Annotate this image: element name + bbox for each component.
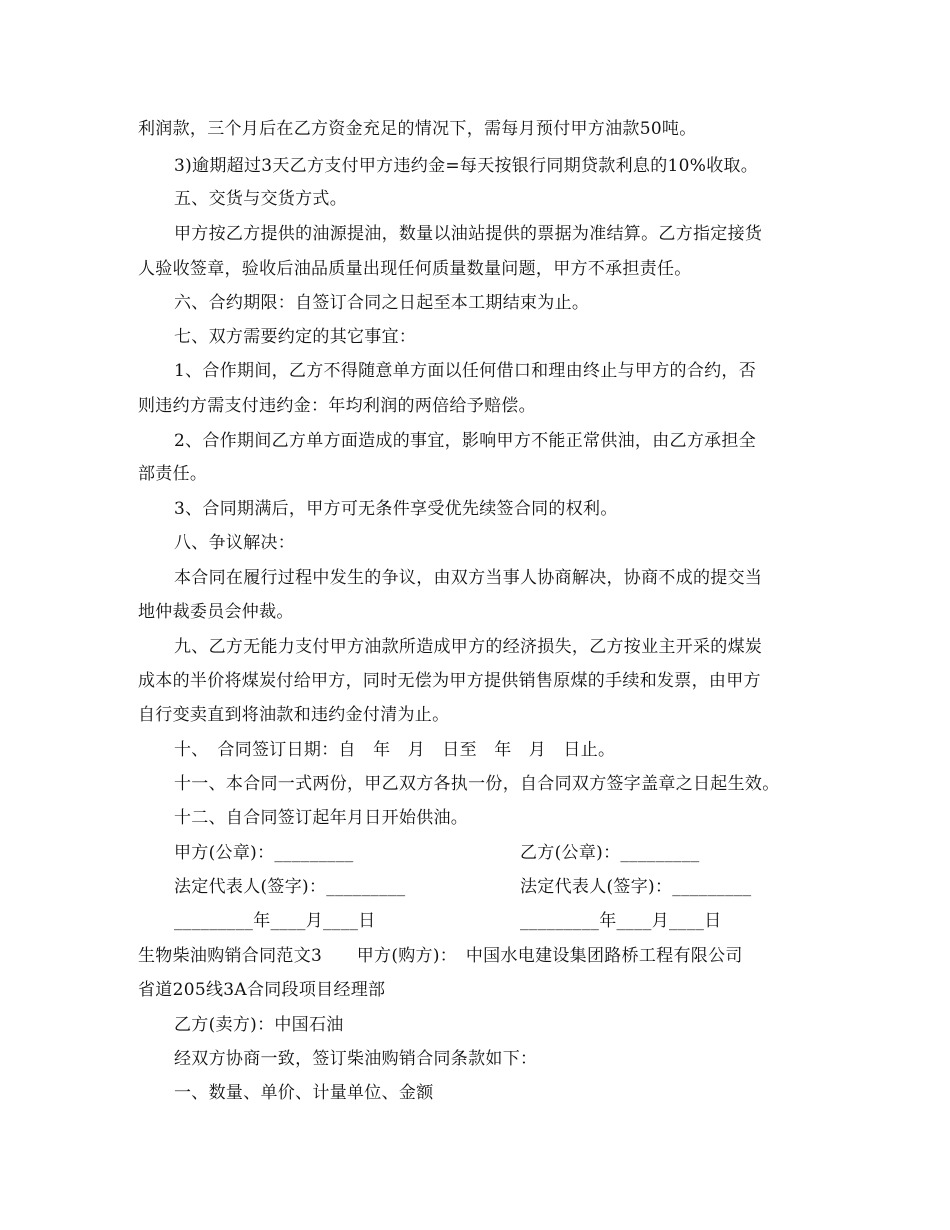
party-b-representative-line: 法定代表人(签字)：_________ [520,877,752,897]
paragraph-line: 1、合作期间，乙方不得随意单方面以任何借口和理由终止与甲方的合约，否 [174,361,757,381]
paragraph-line: 十、 合同签订日期：自 年 月 日至 年 月 日止。 [174,740,616,760]
paragraph-line: 十二、自合同签订起年月日开始供油。 [174,808,469,828]
paragraph-line: 利润款，三个月后在乙方资金充足的情况下，需每月预付甲方油款50吨。 [138,119,697,139]
paragraph-line: 则违约方需支付违约金：年均利润的两倍给予赔偿。 [138,396,536,416]
party-a-representative-line: 法定代表人(签字)：_________ [174,877,406,897]
paragraph-line: 经双方协商一致，签订柴油购销合同条款如下： [174,1049,538,1069]
paragraph-line: 乙方(卖方)：中国石油 [174,1015,344,1035]
paragraph-line: 十一、本合同一式两份，甲乙双方各执一份，自合同双方签字盖章之日起生效。 [174,774,780,794]
paragraph-line: 部责任。 [138,464,208,484]
section-heading: 八、争议解决： [174,533,296,553]
section-heading: 五、交货与交货方式。 [174,189,347,209]
paragraph-line: 省道205线3A合同段项目经理部 [138,980,386,1000]
paragraph-line: 成本的半价将煤炭付给甲方，同时无偿为甲方提供销售原煤的手续和发票，由甲方 [138,671,761,691]
paragraph-line: 九、乙方无能力支付甲方油款所造成甲方的经济损失，乙方按业主开采的煤炭 [174,637,763,657]
section-heading: 七、双方需要约定的其它事宜： [174,327,417,347]
party-b-seal-line: 乙方(公章)：_________ [520,843,700,863]
party-a-date-line: _________年____月____日 [174,911,376,931]
paragraph-line: 自行变卖直到将油款和违约金付清为止。 [138,705,450,725]
section-heading: 六、合约期限：自签订合同之日起至本工期结束为止。 [174,293,590,313]
paragraph-line: 本合同在履行过程中发生的争议，由双方当事人协商解决，协商不成的提交当 [174,568,763,588]
paragraph-line: 2、合作期间乙方单方面造成的事宜，影响甲方不能正常供油，由乙方承担全 [174,431,757,451]
paragraph-line: 人验收签章，验收后油品质量出现任何质量数量问题，甲方不承担责任。 [138,259,692,279]
section-heading: 一、数量、单价、计量单位、金额 [174,1083,434,1103]
sample-title-line: 生物柴油购销合同范文3 甲方(购方)： 中国水电建设集团路桥工程有限公司 [138,946,743,966]
paragraph-line: 3、合同期满后，甲方可无条件享受优先续签合同的权利。 [174,499,618,519]
paragraph-line: 地仲裁委员会仲裁。 [138,602,294,622]
party-b-date-line: _________年____月____日 [520,911,722,931]
paragraph-line: 3)逾期超过3天乙方支付甲方违约金=每天按银行同期贷款利息的10%收取。 [174,156,759,176]
paragraph-line: 甲方按乙方提供的油源提油，数量以油站提供的票据为准结算。乙方指定接货 [174,224,763,244]
party-a-seal-line: 甲方(公章)：_________ [174,843,354,863]
